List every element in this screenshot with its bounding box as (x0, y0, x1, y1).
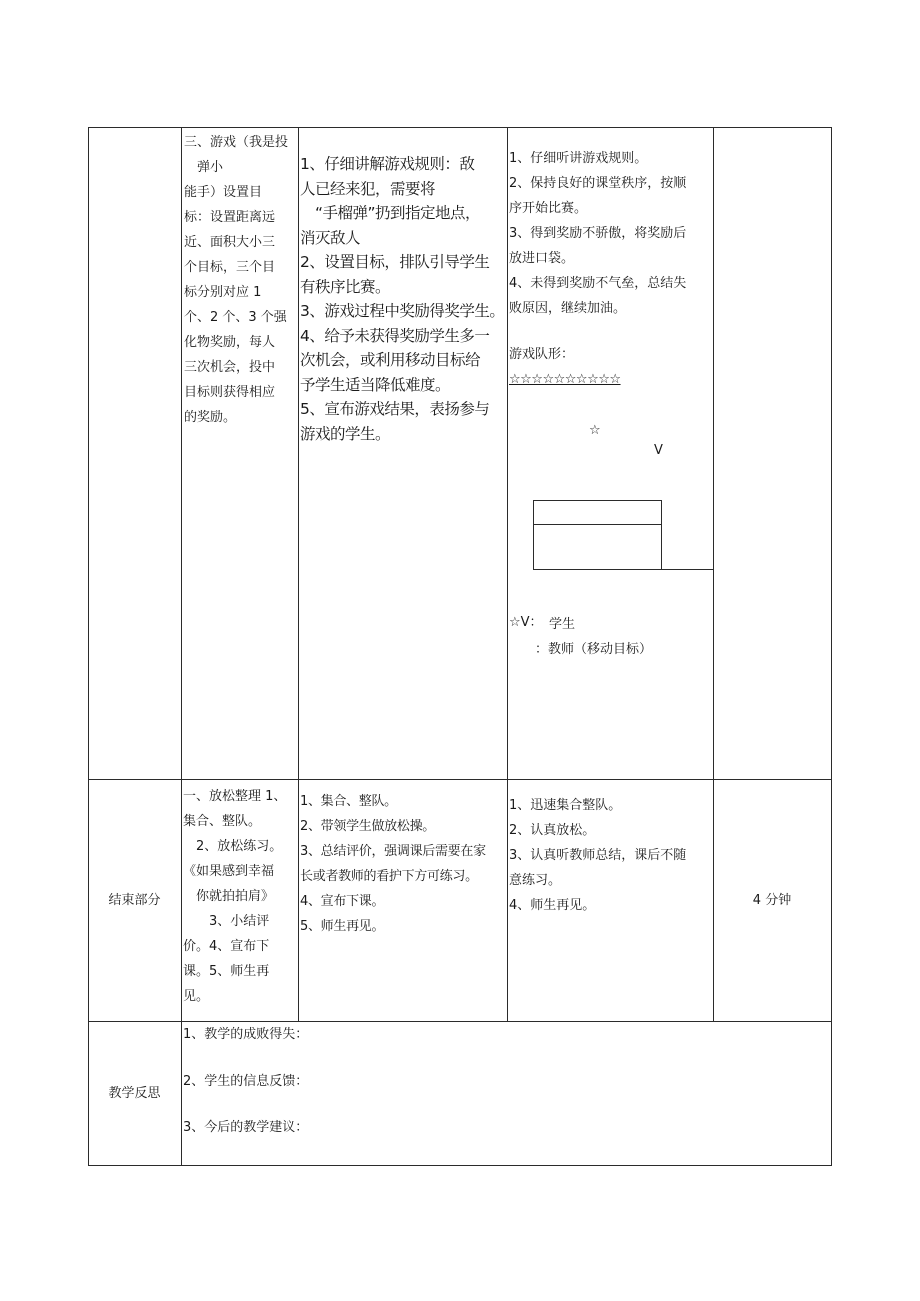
cell-line: 予学生适当降低难度。 (300, 375, 451, 394)
formation-teacher-mark: V (654, 443, 663, 458)
legend-teacher-label: ：教师（移动目标） (535, 642, 653, 657)
cell-line: 个目标，三个目 (184, 260, 276, 275)
column-divider-2 (298, 127, 299, 1022)
cell-line: 见。 (183, 989, 210, 1004)
table-right-border (831, 127, 832, 1166)
cell-line: 2、放松练习。 (183, 839, 283, 854)
cell-line: 集合、整队。 (183, 814, 262, 829)
column-divider-3 (507, 127, 508, 1022)
cell-line: 课。5、师生再 (183, 964, 270, 979)
ending-student-cell (509, 793, 713, 918)
cell-line: 个、2 个、3 个强 (184, 310, 287, 325)
table-bottom-border (88, 1165, 832, 1166)
row-divider-1 (88, 779, 832, 780)
cell-line: 3、小结评 (183, 914, 270, 929)
cell-line: 1、仔细讲解游戏规则：敌 (300, 155, 475, 173)
game-teacher-cell (300, 152, 507, 446)
cell-line: 一、放松整理 1、 (183, 789, 287, 804)
table-top-border (88, 127, 832, 128)
cell-line: 2、带领学生做放松操。 (300, 819, 435, 834)
cell-line: 人已经来犯，需要将 (300, 179, 436, 198)
cell-line: 近、面积大小三 (184, 235, 276, 250)
cell-line: 化物奖励，每人 (184, 335, 276, 350)
cell-line: 序开始比赛。 (509, 201, 588, 216)
cell-line: 1、集合、整队。 (300, 794, 397, 809)
formation-single-star: ☆ (589, 423, 601, 438)
reflection-item-2: 2、学生的信息反馈： (183, 1074, 309, 1089)
reflection-item-1: 1、教学的成败得失： (183, 1027, 309, 1042)
cell-line: 败原因，继续加油。 (509, 301, 627, 316)
cell-line: 1、仔细听讲游戏规则。 (509, 151, 648, 166)
cell-line: 你就拍拍肩》 (183, 889, 275, 904)
cell-line: 三次机会，投中 (184, 360, 276, 375)
cell-line: 4、未得到奖励不气垒，总结失 (509, 276, 687, 291)
column-divider-1 (181, 127, 182, 1166)
cell-line: 的奖励。 (184, 410, 237, 425)
game-content-cell (184, 130, 298, 430)
cell-line: 能手）设置目 (184, 185, 263, 200)
game-student-cell (509, 146, 713, 321)
cell-line: 2、认真放松。 (509, 823, 596, 838)
legend-student-symbol: ☆V： (509, 615, 543, 630)
cell-line: 1、迅速集合整队。 (509, 798, 622, 813)
cell-line: 弹小 (184, 160, 224, 175)
reflection-label: 教学反思 (108, 1086, 161, 1101)
cell-line: 5、宣布游戏结果，表扬参与 (300, 400, 490, 418)
cell-line: 4、宣布下课。 (300, 894, 385, 909)
cell-line: 长或者教师的看护下方可练习。 (300, 869, 478, 884)
cell-line: “手榴弹”扔到指定地点， (300, 204, 481, 222)
table-left-border (88, 127, 89, 1166)
cell-line: 放进口袋。 (509, 251, 575, 266)
formation-target-box (533, 500, 662, 570)
cell-line: 目标则获得相应 (184, 385, 276, 400)
formation-stars: ☆☆☆☆☆☆☆☆☆☆ (509, 372, 621, 387)
cell-line: 2、设置目标，排队引导学生 (300, 253, 490, 271)
cell-line: 三、游戏（我是投 (184, 135, 289, 150)
cell-line: 游戏的学生。 (300, 424, 391, 443)
cell-line: 3、总结评价，强调课后需要在家 (300, 844, 486, 859)
cell-line: 3、游戏过程中奖励得奖学生。 (300, 302, 505, 320)
ending-time: 4 分钟 (752, 893, 792, 908)
cell-line: 3、得到奖励不骄傲，将奖励后 (509, 226, 687, 241)
cell-line: 3、认真听教师总结，课后不随 (509, 848, 687, 863)
cell-line: 有秩序比赛。 (300, 277, 391, 296)
cell-line: 2、保持良好的课堂秩序，按顺 (509, 176, 687, 191)
ending-teacher-cell (300, 789, 507, 939)
legend-student-label: 学生 (549, 617, 576, 632)
cell-line: 《如果感到幸福 (183, 864, 275, 879)
formation-title: 游戏队形： (509, 347, 575, 362)
formation-target-divider (533, 524, 661, 525)
ending-label: 结束部分 (108, 893, 161, 908)
formation-ground-line (661, 569, 713, 570)
cell-line: 价。4、宣布下 (183, 939, 270, 954)
cell-line: 4、给予未获得奖励学生多一 (300, 326, 490, 345)
reflection-item-3: 3、今后的教学建议： (183, 1120, 309, 1135)
cell-line: 标：设置距离远 (184, 210, 276, 225)
cell-line: 消灭敌人 (300, 228, 361, 247)
cell-line: 5、师生再见。 (300, 919, 385, 934)
ending-content-cell (183, 784, 298, 1009)
cell-line: 意练习。 (509, 873, 562, 888)
cell-line: 次机会，或利用移动目标给 (300, 351, 481, 369)
cell-line: 4、师生再见。 (509, 898, 596, 913)
cell-line: 标分别对应 1 (184, 285, 262, 300)
